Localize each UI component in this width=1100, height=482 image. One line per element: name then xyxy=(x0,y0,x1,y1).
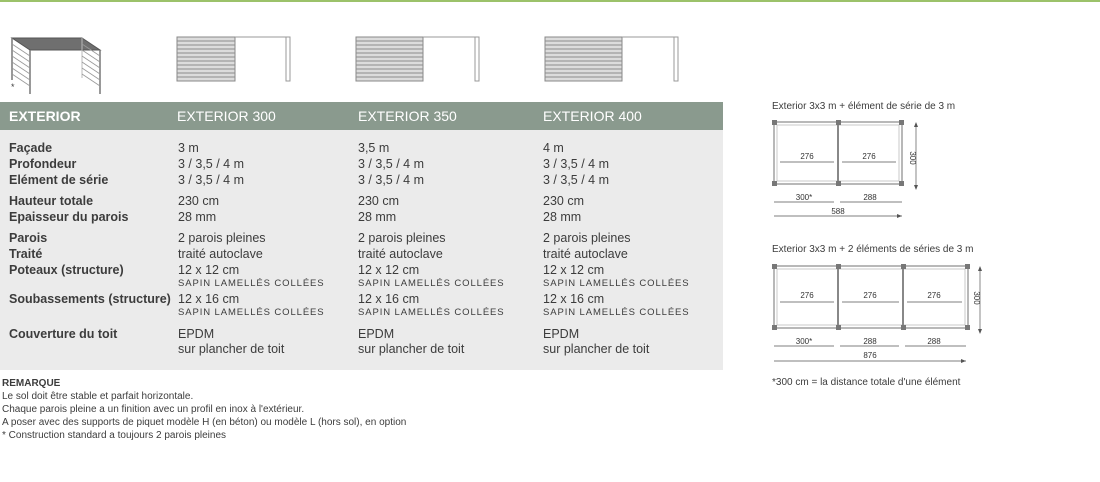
value-facade-350: 3,5 m xyxy=(358,141,390,155)
value-profondeur-350: 3 / 3,5 / 4 m xyxy=(358,157,425,171)
diagram-1-total: 588 xyxy=(831,207,845,216)
label-profondeur: Profondeur xyxy=(9,157,77,171)
value-hauteur-350: 230 cm xyxy=(358,194,399,208)
diagram-1-base-2: 288 xyxy=(863,193,877,202)
value-epaisseur-400: 28 mm xyxy=(543,210,582,224)
diagram-2-height: 300 xyxy=(972,291,981,305)
label-traite: Traité xyxy=(9,247,43,261)
diagram-2-width-3: 276 xyxy=(927,291,941,300)
remark-line-1: Le sol doit être stable et parfait horizontale. xyxy=(2,391,194,402)
detail-couverture-300: sur plancher de toit xyxy=(178,342,285,356)
diagram-1-plan xyxy=(770,118,930,222)
remark-line-4: * Construction standard a toujours 2 parois pleines xyxy=(2,430,227,441)
material-soubassements-400: SAPIN LAMELLÉS COLLÉES xyxy=(543,307,690,318)
diagram-2-title: Exterior 3x3 m + 2 éléments de séries de 3 m xyxy=(772,244,974,255)
label-epaisseur: Epaisseur du parois xyxy=(9,210,129,224)
material-soubassements-300: SAPIN LAMELLÉS COLLÉES xyxy=(178,307,325,318)
detail-couverture-400: sur plancher de toit xyxy=(543,342,650,356)
pergola-front-thumbnail-400 xyxy=(544,36,680,82)
value-traite-300: traité autoclave xyxy=(178,247,263,261)
material-soubassements-350: SAPIN LAMELLÉS COLLÉES xyxy=(358,307,505,318)
value-facade-400: 4 m xyxy=(543,141,564,155)
label-element-de-serie: Elément de série xyxy=(9,173,109,187)
diagram-2-width-2: 276 xyxy=(863,291,877,300)
value-soubassements-350: 12 x 16 cm xyxy=(358,292,420,306)
value-element-400: 3 / 3,5 / 4 m xyxy=(543,173,610,187)
value-profondeur-300: 3 / 3,5 / 4 m xyxy=(178,157,245,171)
spec-table-body xyxy=(0,130,723,370)
label-couverture-du-toit: Couverture du toit xyxy=(9,327,118,341)
header-exterior-300: EXTERIOR 300 xyxy=(177,108,276,124)
header-exterior-400: EXTERIOR 400 xyxy=(543,108,642,124)
value-poteaux-300: 12 x 12 cm xyxy=(178,263,240,277)
diagram-2-base-1: 300* xyxy=(795,337,813,346)
diagram-footnote: *300 cm = la distance totale d'une élément xyxy=(772,377,961,388)
value-traite-350: traité autoclave xyxy=(358,247,443,261)
remark-title: REMARQUE xyxy=(2,378,61,389)
diagram-2-base-2: 288 xyxy=(863,337,877,346)
diagram-2-plan xyxy=(770,262,990,366)
pergola-front-thumbnail-300 xyxy=(176,36,292,82)
diagram-1-width-1: 276 xyxy=(800,152,814,161)
header-exterior-350: EXTERIOR 350 xyxy=(358,108,457,124)
value-parois-350: 2 parois pleines xyxy=(358,231,446,245)
value-poteaux-400: 12 x 12 cm xyxy=(543,263,605,277)
diagram-2-total: 876 xyxy=(863,351,877,360)
label-poteaux: Poteaux (structure) xyxy=(9,263,124,277)
diagram-2-width-1: 276 xyxy=(800,291,814,300)
spec-table-header xyxy=(0,102,723,130)
label-facade: Façade xyxy=(9,141,53,155)
label-parois: Parois xyxy=(9,231,48,245)
diagram-1-width-2: 276 xyxy=(862,152,876,161)
value-hauteur-300: 230 cm xyxy=(178,194,219,208)
detail-couverture-350: sur plancher de toit xyxy=(358,342,465,356)
top-accent-line xyxy=(0,0,1100,2)
material-poteaux-400: SAPIN LAMELLÉS COLLÉES xyxy=(543,278,690,289)
thumbnail-footnote-mark: * xyxy=(11,82,15,92)
label-soubassements: Soubassements (structure) xyxy=(9,292,171,306)
value-element-300: 3 / 3,5 / 4 m xyxy=(178,173,245,187)
diagram-1-base-1: 300* xyxy=(795,193,813,202)
pergola-3d-thumbnail xyxy=(8,28,108,94)
diagram-2-base-3: 288 xyxy=(927,337,941,346)
value-element-350: 3 / 3,5 / 4 m xyxy=(358,173,425,187)
header-exterior: EXTERIOR xyxy=(9,108,81,124)
pergola-front-thumbnail-350 xyxy=(355,36,481,82)
material-poteaux-350: SAPIN LAMELLÉS COLLÉES xyxy=(358,278,505,289)
diagram-1-height: 300 xyxy=(908,151,917,165)
value-profondeur-400: 3 / 3,5 / 4 m xyxy=(543,157,610,171)
label-hauteur-totale: Hauteur totale xyxy=(9,194,94,208)
value-couverture-400: EPDM xyxy=(543,327,580,341)
value-soubassements-400: 12 x 16 cm xyxy=(543,292,605,306)
remark-block xyxy=(2,377,406,442)
value-traite-400: traité autoclave xyxy=(543,247,628,261)
value-epaisseur-300: 28 mm xyxy=(178,210,217,224)
value-hauteur-400: 230 cm xyxy=(543,194,584,208)
value-parois-300: 2 parois pleines xyxy=(178,231,266,245)
value-soubassements-300: 12 x 16 cm xyxy=(178,292,240,306)
value-couverture-300: EPDM xyxy=(178,327,215,341)
material-poteaux-300: SAPIN LAMELLÉS COLLÉES xyxy=(178,278,325,289)
value-epaisseur-350: 28 mm xyxy=(358,210,397,224)
diagram-1-title: Exterior 3x3 m + élément de série de 3 m xyxy=(772,101,956,112)
value-couverture-350: EPDM xyxy=(358,327,395,341)
remark-line-3: A poser avec des supports de piquet modèle H (en béton) ou modèle L (hors sol), en option xyxy=(2,417,407,428)
value-poteaux-350: 12 x 12 cm xyxy=(358,263,420,277)
value-parois-400: 2 parois pleines xyxy=(543,231,631,245)
remark-line-2: Chaque parois pleine a un finition avec un profil en inox à l'extérieur. xyxy=(2,404,305,415)
value-facade-300: 3 m xyxy=(178,141,199,155)
